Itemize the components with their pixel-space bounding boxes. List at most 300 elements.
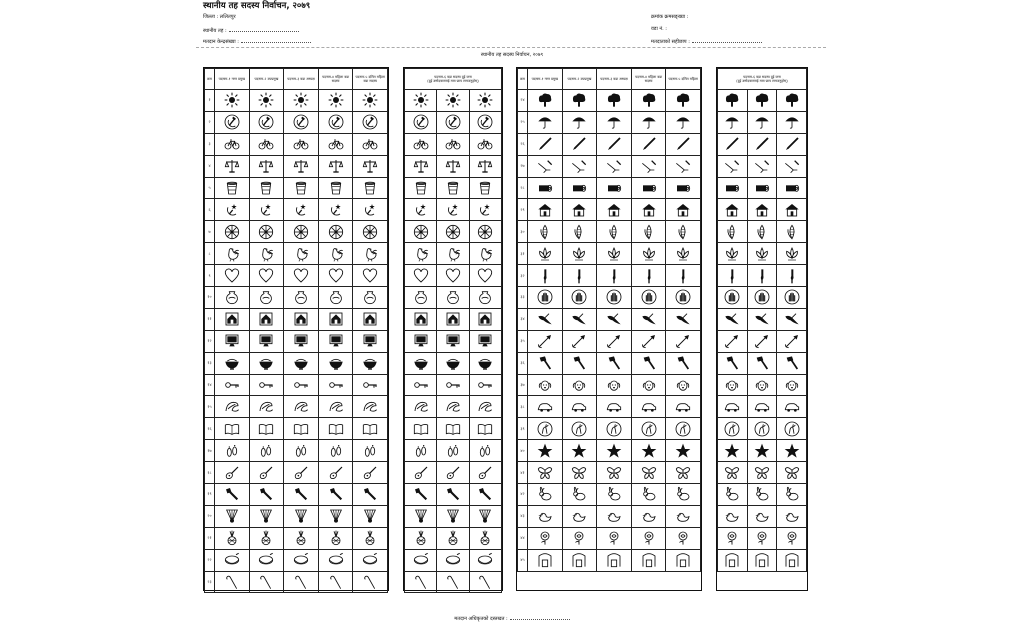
- vote-cell[interactable]: [437, 133, 469, 155]
- vote-cell[interactable]: [469, 571, 501, 593]
- vote-cell[interactable]: [284, 330, 319, 352]
- vote-cell[interactable]: [437, 287, 469, 309]
- vote-cell[interactable]: [249, 571, 284, 593]
- vote-cell[interactable]: [666, 396, 701, 418]
- vote-cell[interactable]: [318, 308, 353, 330]
- vote-cell[interactable]: [777, 418, 807, 440]
- vote-cell[interactable]: [528, 374, 563, 396]
- vote-cell[interactable]: [405, 287, 437, 309]
- vote-cell[interactable]: [718, 418, 748, 440]
- vote-cell[interactable]: [437, 90, 469, 112]
- vote-cell[interactable]: [249, 374, 284, 396]
- vote-cell[interactable]: [597, 505, 632, 527]
- vote-cell[interactable]: [562, 330, 597, 352]
- vote-cell[interactable]: [284, 90, 319, 112]
- vote-cell[interactable]: [562, 418, 597, 440]
- vote-cell[interactable]: [528, 330, 563, 352]
- vote-cell[interactable]: [284, 440, 319, 462]
- vote-cell[interactable]: [215, 308, 250, 330]
- vote-cell[interactable]: [318, 221, 353, 243]
- vote-cell[interactable]: [353, 133, 388, 155]
- vote-cell[interactable]: [469, 352, 501, 374]
- vote-cell[interactable]: [437, 177, 469, 199]
- vote-cell[interactable]: [318, 177, 353, 199]
- vote-cell[interactable]: [249, 440, 284, 462]
- vote-cell[interactable]: [437, 199, 469, 221]
- vote-cell[interactable]: [437, 527, 469, 549]
- vote-cell[interactable]: [405, 527, 437, 549]
- vote-cell[interactable]: [318, 484, 353, 506]
- vote-cell[interactable]: [528, 418, 563, 440]
- vote-cell[interactable]: [353, 330, 388, 352]
- vote-cell[interactable]: [597, 155, 632, 177]
- vote-cell[interactable]: [631, 549, 666, 571]
- vote-cell[interactable]: [249, 177, 284, 199]
- vote-cell[interactable]: [249, 287, 284, 309]
- vote-cell[interactable]: [597, 287, 632, 309]
- vote-cell[interactable]: [777, 396, 807, 418]
- vote-cell[interactable]: [631, 505, 666, 527]
- vote-cell[interactable]: [718, 352, 748, 374]
- vote-cell[interactable]: [528, 505, 563, 527]
- vote-cell[interactable]: [777, 111, 807, 133]
- vote-cell[interactable]: [631, 330, 666, 352]
- vote-cell[interactable]: [718, 440, 748, 462]
- vote-cell[interactable]: [666, 462, 701, 484]
- vote-cell[interactable]: [469, 111, 501, 133]
- vote-cell[interactable]: [249, 418, 284, 440]
- vote-cell[interactable]: [284, 243, 319, 265]
- vote-cell[interactable]: [666, 484, 701, 506]
- vote-cell[interactable]: [562, 265, 597, 287]
- vote-cell[interactable]: [562, 243, 597, 265]
- vote-cell[interactable]: [528, 177, 563, 199]
- vote-cell[interactable]: [249, 90, 284, 112]
- vote-cell[interactable]: [777, 90, 807, 112]
- vote-cell[interactable]: [284, 527, 319, 549]
- vote-cell[interactable]: [747, 243, 777, 265]
- vote-cell[interactable]: [666, 177, 701, 199]
- vote-cell[interactable]: [666, 90, 701, 112]
- vote-cell[interactable]: [353, 549, 388, 571]
- vote-cell[interactable]: [666, 352, 701, 374]
- vote-cell[interactable]: [747, 155, 777, 177]
- vote-cell[interactable]: [284, 462, 319, 484]
- vote-cell[interactable]: [353, 527, 388, 549]
- vote-cell[interactable]: [666, 243, 701, 265]
- vote-cell[interactable]: [353, 221, 388, 243]
- vote-cell[interactable]: [249, 396, 284, 418]
- vote-cell[interactable]: [405, 133, 437, 155]
- vote-cell[interactable]: [597, 440, 632, 462]
- vote-cell[interactable]: [777, 287, 807, 309]
- vote-cell[interactable]: [562, 287, 597, 309]
- vote-cell[interactable]: [666, 133, 701, 155]
- vote-cell[interactable]: [777, 462, 807, 484]
- vote-cell[interactable]: [562, 527, 597, 549]
- vote-cell[interactable]: [215, 527, 250, 549]
- vote-cell[interactable]: [469, 527, 501, 549]
- vote-cell[interactable]: [631, 308, 666, 330]
- vote-cell[interactable]: [215, 505, 250, 527]
- vote-cell[interactable]: [318, 90, 353, 112]
- vote-cell[interactable]: [469, 177, 501, 199]
- vote-cell[interactable]: [318, 440, 353, 462]
- vote-cell[interactable]: [528, 155, 563, 177]
- vote-cell[interactable]: [747, 330, 777, 352]
- vote-cell[interactable]: [318, 199, 353, 221]
- vote-cell[interactable]: [284, 265, 319, 287]
- vote-cell[interactable]: [215, 374, 250, 396]
- vote-cell[interactable]: [777, 352, 807, 374]
- vote-cell[interactable]: [469, 308, 501, 330]
- vote-cell[interactable]: [318, 462, 353, 484]
- vote-cell[interactable]: [469, 199, 501, 221]
- vote-cell[interactable]: [437, 221, 469, 243]
- vote-cell[interactable]: [405, 484, 437, 506]
- vote-cell[interactable]: [284, 111, 319, 133]
- vote-cell[interactable]: [597, 265, 632, 287]
- vote-cell[interactable]: [249, 199, 284, 221]
- vote-cell[interactable]: [562, 396, 597, 418]
- vote-cell[interactable]: [353, 374, 388, 396]
- vote-cell[interactable]: [405, 308, 437, 330]
- vote-cell[interactable]: [405, 440, 437, 462]
- vote-cell[interactable]: [469, 462, 501, 484]
- vote-cell[interactable]: [747, 396, 777, 418]
- vote-cell[interactable]: [747, 199, 777, 221]
- vote-cell[interactable]: [215, 265, 250, 287]
- vote-cell[interactable]: [437, 308, 469, 330]
- vote-cell[interactable]: [777, 243, 807, 265]
- vote-cell[interactable]: [747, 90, 777, 112]
- vote-cell[interactable]: [249, 352, 284, 374]
- vote-cell[interactable]: [777, 221, 807, 243]
- vote-cell[interactable]: [718, 221, 748, 243]
- vote-cell[interactable]: [597, 90, 632, 112]
- vote-cell[interactable]: [777, 549, 807, 571]
- vote-cell[interactable]: [666, 308, 701, 330]
- vote-cell[interactable]: [718, 549, 748, 571]
- vote-cell[interactable]: [777, 199, 807, 221]
- vote-cell[interactable]: [215, 199, 250, 221]
- vote-cell[interactable]: [249, 505, 284, 527]
- vote-cell[interactable]: [437, 505, 469, 527]
- vote-cell[interactable]: [718, 111, 748, 133]
- vote-cell[interactable]: [666, 221, 701, 243]
- vote-cell[interactable]: [528, 484, 563, 506]
- vote-cell[interactable]: [249, 527, 284, 549]
- vote-cell[interactable]: [747, 549, 777, 571]
- vote-cell[interactable]: [528, 549, 563, 571]
- vote-cell[interactable]: [215, 571, 250, 593]
- vote-cell[interactable]: [718, 396, 748, 418]
- vote-cell[interactable]: [528, 396, 563, 418]
- vote-cell[interactable]: [747, 221, 777, 243]
- vote-cell[interactable]: [284, 484, 319, 506]
- vote-cell[interactable]: [215, 330, 250, 352]
- vote-cell[interactable]: [215, 418, 250, 440]
- vote-cell[interactable]: [215, 549, 250, 571]
- vote-cell[interactable]: [469, 505, 501, 527]
- vote-cell[interactable]: [562, 308, 597, 330]
- vote-cell[interactable]: [215, 287, 250, 309]
- vote-cell[interactable]: [631, 287, 666, 309]
- vote-cell[interactable]: [528, 462, 563, 484]
- vote-cell[interactable]: [597, 352, 632, 374]
- vote-cell[interactable]: [215, 111, 250, 133]
- vote-cell[interactable]: [777, 265, 807, 287]
- vote-cell[interactable]: [469, 549, 501, 571]
- vote-cell[interactable]: [437, 155, 469, 177]
- vote-cell[interactable]: [405, 111, 437, 133]
- vote-cell[interactable]: [469, 133, 501, 155]
- vote-cell[interactable]: [747, 484, 777, 506]
- vote-cell[interactable]: [215, 243, 250, 265]
- vote-cell[interactable]: [777, 308, 807, 330]
- vote-cell[interactable]: [777, 440, 807, 462]
- vote-cell[interactable]: [405, 90, 437, 112]
- vote-cell[interactable]: [469, 155, 501, 177]
- vote-cell[interactable]: [562, 462, 597, 484]
- vote-cell[interactable]: [353, 440, 388, 462]
- vote-cell[interactable]: [718, 90, 748, 112]
- vote-cell[interactable]: [215, 155, 250, 177]
- vote-cell[interactable]: [666, 155, 701, 177]
- vote-cell[interactable]: [562, 440, 597, 462]
- vote-cell[interactable]: [631, 462, 666, 484]
- vote-cell[interactable]: [437, 549, 469, 571]
- vote-cell[interactable]: [562, 111, 597, 133]
- vote-cell[interactable]: [437, 462, 469, 484]
- vote-cell[interactable]: [405, 418, 437, 440]
- vote-cell[interactable]: [666, 527, 701, 549]
- vote-cell[interactable]: [437, 396, 469, 418]
- vote-cell[interactable]: [284, 374, 319, 396]
- vote-cell[interactable]: [597, 133, 632, 155]
- vote-cell[interactable]: [528, 133, 563, 155]
- vote-cell[interactable]: [718, 330, 748, 352]
- vote-cell[interactable]: [249, 265, 284, 287]
- vote-cell[interactable]: [249, 462, 284, 484]
- vote-cell[interactable]: [353, 308, 388, 330]
- vote-cell[interactable]: [353, 418, 388, 440]
- vote-cell[interactable]: [747, 111, 777, 133]
- vote-cell[interactable]: [666, 374, 701, 396]
- vote-cell[interactable]: [631, 155, 666, 177]
- vote-cell[interactable]: [405, 549, 437, 571]
- vote-cell[interactable]: [437, 265, 469, 287]
- vote-cell[interactable]: [718, 177, 748, 199]
- vote-cell[interactable]: [747, 374, 777, 396]
- vote-cell[interactable]: [353, 90, 388, 112]
- vote-cell[interactable]: [353, 243, 388, 265]
- vote-cell[interactable]: [718, 374, 748, 396]
- vote-cell[interactable]: [777, 527, 807, 549]
- vote-cell[interactable]: [597, 177, 632, 199]
- vote-cell[interactable]: [597, 462, 632, 484]
- vote-cell[interactable]: [469, 396, 501, 418]
- vote-cell[interactable]: [318, 527, 353, 549]
- vote-cell[interactable]: [353, 505, 388, 527]
- vote-cell[interactable]: [437, 418, 469, 440]
- vote-cell[interactable]: [405, 374, 437, 396]
- vote-cell[interactable]: [631, 177, 666, 199]
- vote-cell[interactable]: [631, 396, 666, 418]
- vote-cell[interactable]: [597, 374, 632, 396]
- vote-cell[interactable]: [562, 133, 597, 155]
- vote-cell[interactable]: [666, 418, 701, 440]
- vote-cell[interactable]: [249, 133, 284, 155]
- vote-cell[interactable]: [631, 111, 666, 133]
- vote-cell[interactable]: [528, 199, 563, 221]
- vote-cell[interactable]: [405, 221, 437, 243]
- vote-cell[interactable]: [631, 527, 666, 549]
- vote-cell[interactable]: [747, 133, 777, 155]
- vote-cell[interactable]: [284, 133, 319, 155]
- vote-cell[interactable]: [597, 199, 632, 221]
- vote-cell[interactable]: [284, 352, 319, 374]
- vote-cell[interactable]: [777, 177, 807, 199]
- vote-cell[interactable]: [405, 352, 437, 374]
- vote-cell[interactable]: [249, 484, 284, 506]
- vote-cell[interactable]: [528, 308, 563, 330]
- vote-cell[interactable]: [777, 374, 807, 396]
- vote-cell[interactable]: [284, 505, 319, 527]
- vote-cell[interactable]: [318, 505, 353, 527]
- vote-cell[interactable]: [666, 505, 701, 527]
- vote-cell[interactable]: [631, 374, 666, 396]
- vote-cell[interactable]: [597, 221, 632, 243]
- vote-cell[interactable]: [666, 265, 701, 287]
- vote-cell[interactable]: [597, 527, 632, 549]
- vote-cell[interactable]: [405, 571, 437, 593]
- vote-cell[interactable]: [562, 221, 597, 243]
- vote-cell[interactable]: [437, 352, 469, 374]
- vote-cell[interactable]: [353, 396, 388, 418]
- vote-cell[interactable]: [318, 287, 353, 309]
- vote-cell[interactable]: [353, 484, 388, 506]
- vote-cell[interactable]: [528, 90, 563, 112]
- vote-cell[interactable]: [777, 484, 807, 506]
- vote-cell[interactable]: [437, 243, 469, 265]
- vote-cell[interactable]: [666, 287, 701, 309]
- vote-cell[interactable]: [353, 177, 388, 199]
- vote-cell[interactable]: [215, 440, 250, 462]
- vote-cell[interactable]: [562, 199, 597, 221]
- vote-cell[interactable]: [747, 287, 777, 309]
- vote-cell[interactable]: [528, 440, 563, 462]
- vote-cell[interactable]: [215, 221, 250, 243]
- vote-cell[interactable]: [597, 396, 632, 418]
- vote-cell[interactable]: [747, 418, 777, 440]
- vote-cell[interactable]: [318, 549, 353, 571]
- vote-cell[interactable]: [249, 549, 284, 571]
- vote-cell[interactable]: [437, 330, 469, 352]
- vote-cell[interactable]: [469, 243, 501, 265]
- vote-cell[interactable]: [284, 571, 319, 593]
- vote-cell[interactable]: [353, 265, 388, 287]
- vote-cell[interactable]: [747, 505, 777, 527]
- vote-cell[interactable]: [249, 221, 284, 243]
- vote-cell[interactable]: [284, 396, 319, 418]
- vote-cell[interactable]: [777, 330, 807, 352]
- vote-cell[interactable]: [631, 221, 666, 243]
- vote-cell[interactable]: [747, 177, 777, 199]
- vote-cell[interactable]: [215, 484, 250, 506]
- vote-cell[interactable]: [353, 352, 388, 374]
- vote-cell[interactable]: [666, 199, 701, 221]
- vote-cell[interactable]: [318, 133, 353, 155]
- vote-cell[interactable]: [631, 243, 666, 265]
- vote-cell[interactable]: [405, 265, 437, 287]
- vote-cell[interactable]: [597, 308, 632, 330]
- vote-cell[interactable]: [562, 374, 597, 396]
- vote-cell[interactable]: [215, 396, 250, 418]
- vote-cell[interactable]: [631, 199, 666, 221]
- vote-cell[interactable]: [562, 505, 597, 527]
- vote-cell[interactable]: [405, 177, 437, 199]
- vote-cell[interactable]: [528, 287, 563, 309]
- vote-cell[interactable]: [631, 133, 666, 155]
- vote-cell[interactable]: [469, 221, 501, 243]
- vote-cell[interactable]: [777, 505, 807, 527]
- vote-cell[interactable]: [284, 418, 319, 440]
- vote-cell[interactable]: [718, 484, 748, 506]
- vote-cell[interactable]: [469, 90, 501, 112]
- vote-cell[interactable]: [405, 396, 437, 418]
- vote-cell[interactable]: [718, 308, 748, 330]
- vote-cell[interactable]: [777, 155, 807, 177]
- vote-cell[interactable]: [666, 330, 701, 352]
- vote-cell[interactable]: [528, 527, 563, 549]
- vote-cell[interactable]: [353, 571, 388, 593]
- vote-cell[interactable]: [469, 418, 501, 440]
- vote-cell[interactable]: [215, 462, 250, 484]
- vote-cell[interactable]: [353, 287, 388, 309]
- vote-cell[interactable]: [718, 133, 748, 155]
- vote-cell[interactable]: [318, 396, 353, 418]
- vote-cell[interactable]: [718, 527, 748, 549]
- vote-cell[interactable]: [562, 155, 597, 177]
- vote-cell[interactable]: [353, 111, 388, 133]
- vote-cell[interactable]: [437, 484, 469, 506]
- vote-cell[interactable]: [353, 199, 388, 221]
- vote-cell[interactable]: [597, 418, 632, 440]
- vote-cell[interactable]: [469, 484, 501, 506]
- vote-cell[interactable]: [562, 90, 597, 112]
- vote-cell[interactable]: [469, 374, 501, 396]
- vote-cell[interactable]: [318, 352, 353, 374]
- vote-cell[interactable]: [405, 462, 437, 484]
- vote-cell[interactable]: [284, 221, 319, 243]
- vote-cell[interactable]: [353, 462, 388, 484]
- vote-cell[interactable]: [469, 287, 501, 309]
- vote-cell[interactable]: [318, 243, 353, 265]
- vote-cell[interactable]: [747, 308, 777, 330]
- vote-cell[interactable]: [718, 287, 748, 309]
- vote-cell[interactable]: [718, 199, 748, 221]
- vote-cell[interactable]: [284, 308, 319, 330]
- vote-cell[interactable]: [284, 199, 319, 221]
- vote-cell[interactable]: [284, 549, 319, 571]
- vote-cell[interactable]: [666, 440, 701, 462]
- vote-cell[interactable]: [318, 111, 353, 133]
- vote-cell[interactable]: [747, 352, 777, 374]
- vote-cell[interactable]: [747, 462, 777, 484]
- vote-cell[interactable]: [631, 352, 666, 374]
- vote-cell[interactable]: [437, 571, 469, 593]
